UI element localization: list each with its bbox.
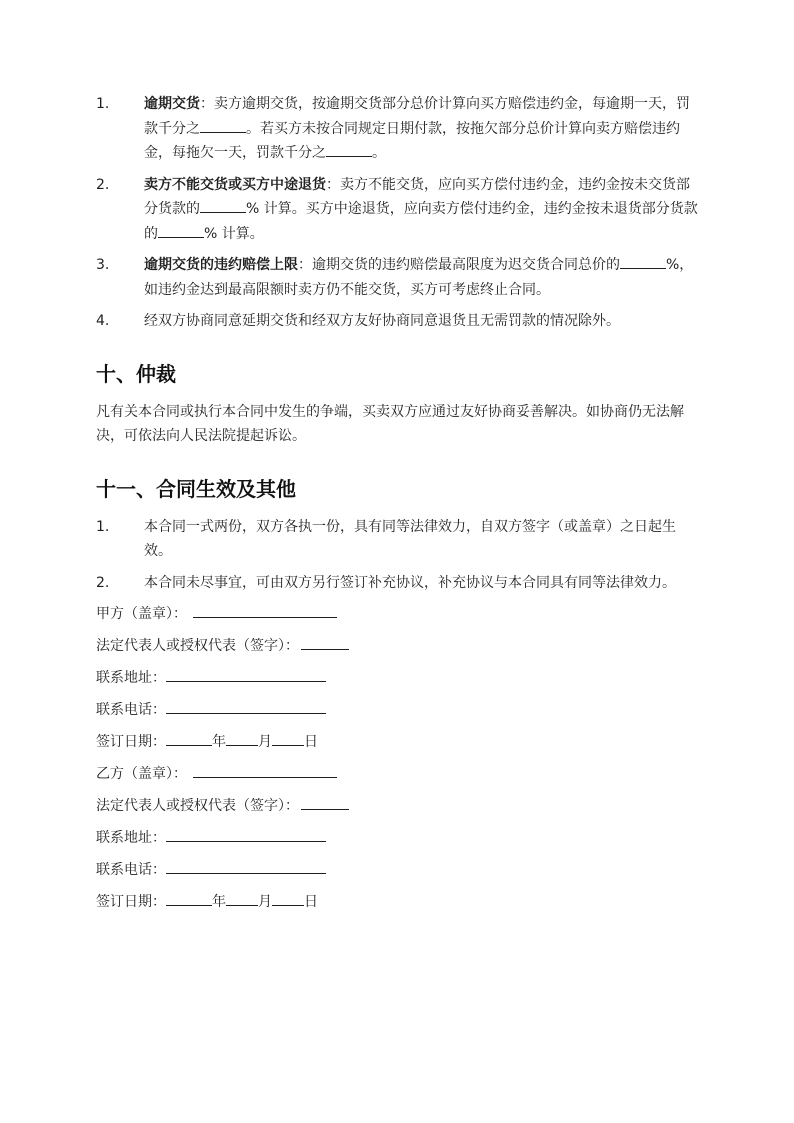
party-b-address-line[interactable] (166, 826, 326, 842)
list-number: 3. (96, 257, 110, 273)
item-text: 。若买方未按合同规定日期付款，按拖欠部分总价计算向卖方赔偿违约金，每拖欠一天，罚款千分之 (144, 120, 680, 161)
item-text: 本合同未尽事宜，可由双方另行签订补充协议，补充协议与本合同具有同等法律效力。 (144, 574, 676, 591)
party-b-phone-line[interactable] (166, 858, 326, 874)
fill-blank[interactable] (200, 117, 246, 133)
list-number: 2. (96, 176, 110, 193)
fill-blank[interactable] (200, 197, 246, 213)
party-b-address-row (96, 826, 700, 858)
document-page (96, 92, 700, 922)
field-label: 签订日期： (96, 734, 166, 750)
day-label: 日 (304, 734, 318, 750)
year-label: 年 (212, 894, 226, 910)
field-label: 联系地址： (96, 830, 166, 846)
list-item (96, 173, 700, 247)
list-item (96, 309, 700, 334)
party-a-phone-line[interactable] (166, 698, 326, 714)
party-b-date-row (96, 890, 700, 922)
field-label: 联系地址： (96, 670, 166, 686)
breach-list (96, 92, 700, 334)
list-item (96, 92, 700, 166)
party-b-seal-line[interactable] (193, 762, 337, 778)
fill-blank[interactable] (620, 253, 666, 269)
arbitration-paragraph: 凡有关本合同或执行本合同中发生的争端，买卖双方应通过友好协商妥善解决。如协商仍无法解决，可依法向人民法院提起诉讼。 (96, 403, 684, 444)
party-a-address-line[interactable] (166, 666, 326, 682)
item-text: % 计算。买方中途退货，应向卖方偿付违约金，违约金按未退货部分货款的 (144, 201, 698, 242)
list-number: 1. (96, 96, 110, 112)
year-label: 年 (212, 734, 226, 750)
signature-block (96, 602, 700, 922)
month-blank[interactable] (226, 730, 258, 746)
year-blank[interactable] (166, 890, 212, 906)
section-heading-arbitration: 十、仲裁 (96, 361, 176, 386)
day-label: 日 (304, 894, 318, 910)
month-label: 月 (258, 734, 272, 750)
list-item (96, 515, 700, 564)
field-label: 联系电话： (96, 862, 166, 878)
colon: ： (298, 257, 312, 273)
item-text: 逾期交货的违约赔偿最高限度为迟交货合同总价的 (312, 257, 620, 273)
list-number: 4. (96, 313, 110, 329)
day-blank[interactable] (272, 890, 304, 906)
effectiveness-list (96, 515, 700, 596)
field-label: 法定代表人或授权代表（签字）： (96, 638, 299, 654)
field-label: 联系电话： (96, 702, 166, 718)
field-label: 甲方（盖章）： (96, 606, 187, 622)
fill-blank[interactable] (326, 141, 372, 157)
day-blank[interactable] (272, 730, 304, 746)
item-title: 逾期交货的违约赔偿上限 (144, 257, 298, 273)
party-b-phone-row (96, 858, 700, 890)
fill-blank[interactable] (158, 222, 204, 238)
item-text: 卖方逾期交货，按逾期交货部分总价计算向买方赔偿违约金，每逾期一天，罚款千分之 (144, 96, 690, 137)
item-title: 逾期交货 (144, 96, 200, 112)
field-label: 签订日期： (96, 894, 166, 910)
party-a-address-row (96, 666, 700, 698)
list-item (96, 571, 700, 596)
item-text: 本合同一式两份，双方各执一份，具有同等法律效力，自双方签字（或盖章）之日起生效。 (144, 518, 676, 559)
item-text: 。 (372, 145, 386, 161)
section-heading-effectiveness: 十一、合同生效及其他 (96, 476, 296, 501)
party-a-seal-row (96, 602, 700, 634)
list-number: 2. (96, 574, 110, 591)
party-a-seal-line[interactable] (193, 602, 337, 618)
party-a-rep-line[interactable] (301, 634, 349, 650)
party-a-phone-row (96, 698, 700, 730)
item-text: 卖方不能交货，应向买方偿付违约金，违约金按未交货部分货款的 (144, 176, 690, 217)
item-title: 卖方不能交货或买方中途退货 (144, 176, 326, 193)
party-a-rep-row (96, 634, 700, 666)
list-number: 1. (96, 518, 110, 535)
party-a-date-row (96, 730, 700, 762)
month-label: 月 (258, 894, 272, 910)
item-text: % 计算。 (204, 225, 264, 242)
party-b-rep-line[interactable] (301, 794, 349, 810)
colon: ： (200, 96, 214, 112)
month-blank[interactable] (226, 890, 258, 906)
item-text: 经双方协商同意延期交货和经双方友好协商同意退货且无需罚款的情况除外。 (144, 313, 620, 329)
party-b-rep-row (96, 794, 700, 826)
item-text: %，如违约金达到最高限额时卖方仍不能交货，买方可考虑终止合同。 (144, 257, 694, 298)
party-b-seal-row (96, 762, 700, 794)
field-label: 法定代表人或授权代表（签字）： (96, 798, 299, 814)
list-item (96, 253, 700, 302)
colon: ： (326, 176, 340, 193)
field-label: 乙方（盖章）： (96, 766, 187, 782)
year-blank[interactable] (166, 730, 212, 746)
